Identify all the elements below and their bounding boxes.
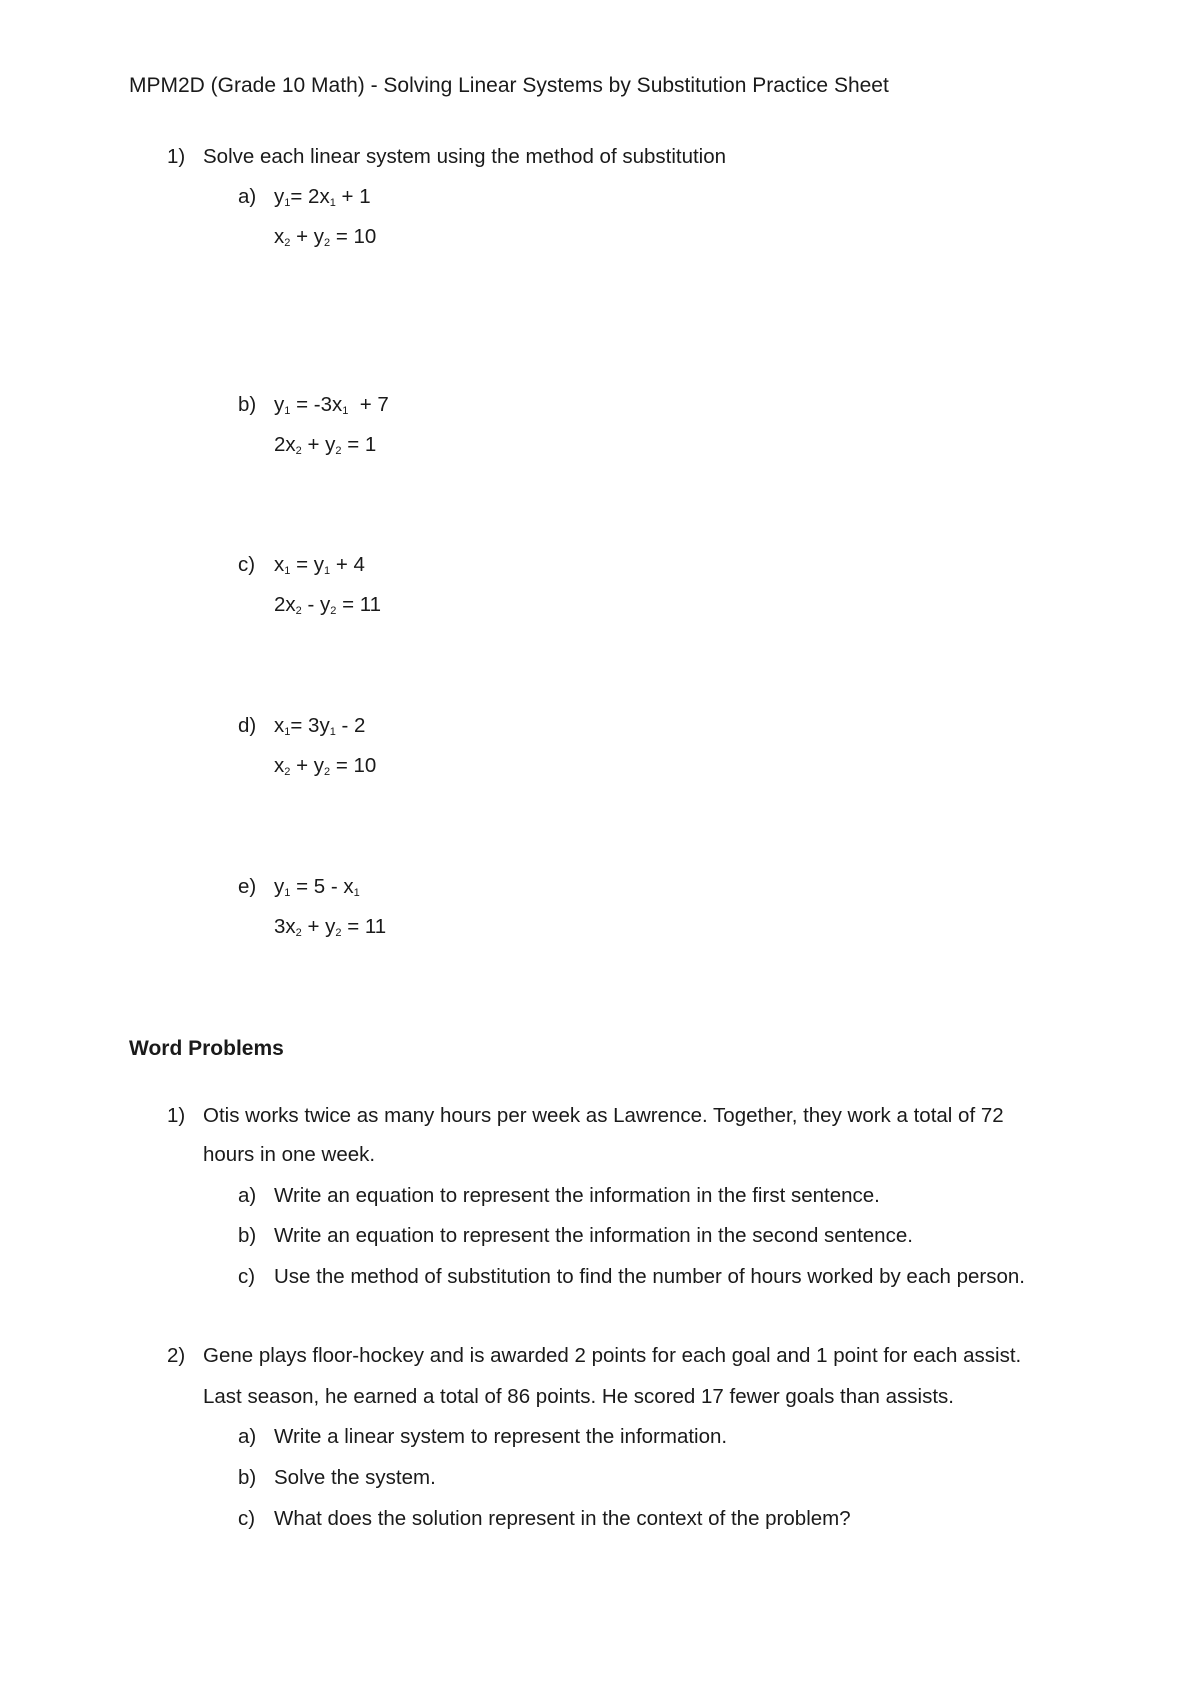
equation-1: $y_1 = 5 - x_1$: [274, 875, 360, 899]
system-d-equation-2: $x_2 + y_2 = 10$: [274, 754, 377, 778]
word-problem-1-part-a: a) Write an equation to represent the information in the first sentence.: [238, 1184, 880, 1207]
section1-number: 1): [167, 145, 186, 168]
part-label: a): [238, 185, 257, 208]
equation-1: $x_1= 3y_1 - 2$: [274, 714, 366, 738]
word-problem-1-part-c: c) Use the method of substitution to find the number of hours worked by each person.: [238, 1265, 1025, 1288]
word-problem-2-number: 2): [167, 1344, 186, 1367]
part-label: b): [238, 393, 257, 416]
word-problem-1-part-b: b) Write an equation to represent the information in the second sentence.: [238, 1224, 913, 1247]
word-problem-2-part-a: a) Write a linear system to represent the information.: [238, 1425, 728, 1448]
part-label: e): [238, 875, 257, 898]
system-c: [238, 553, 365, 577]
section1-instruction: [167, 145, 726, 169]
system-b-equation-2: $2x_2 + y_2 = 1$: [274, 433, 377, 457]
word-problem-1-number: 1): [167, 1104, 186, 1127]
part-label: c): [238, 553, 256, 576]
equation-1: $x_1 = y_1 + 4$: [274, 553, 365, 577]
system-c-equation-2: $2x_2 - y_2 = 11$: [274, 593, 382, 617]
word-problem-2-part-c: c) What does the solution represent in the context of the problem?: [238, 1507, 851, 1530]
system-d: [238, 714, 365, 738]
word-problem-2-line2: Last season, he earned a total of 86 points. He scored 17 fewer goals than assists.: [203, 1385, 954, 1408]
page-title: MPM2D (Grade 10 Math) - Solving Linear Systems by Substitution Practice Sheet: [129, 74, 889, 97]
part-label: d): [238, 714, 257, 737]
equation-1: $y_1 = -3x_1 + 7$: [274, 393, 389, 417]
section1-instruction-text: Solve each linear system using the method of substitution: [203, 145, 727, 168]
word-problem-2-part-b: b) Solve the system.: [238, 1466, 436, 1489]
word-problem-2-line1: 2) Gene plays floor-hockey and is awarded 2 points for each goal and 1 point for each assist.: [167, 1344, 1022, 1367]
word-problems-heading: Word Problems: [129, 1037, 284, 1060]
system-a: [238, 185, 371, 209]
system-e: [238, 875, 360, 899]
system-a-equation-2: $x_2 + y_2 = 10$: [274, 225, 377, 249]
equation-1: $y_1= 2x_1 + 1$: [274, 185, 371, 209]
system-b: [238, 393, 389, 417]
word-problem-1-line2: hours in one week.: [203, 1143, 376, 1166]
system-e-equation-2: $3x_2 + y_2 = 11$: [274, 915, 387, 939]
word-problem-1-line1: 1) Otis works twice as many hours per week as Lawrence. Together, they work a total of 72: [167, 1104, 1004, 1127]
